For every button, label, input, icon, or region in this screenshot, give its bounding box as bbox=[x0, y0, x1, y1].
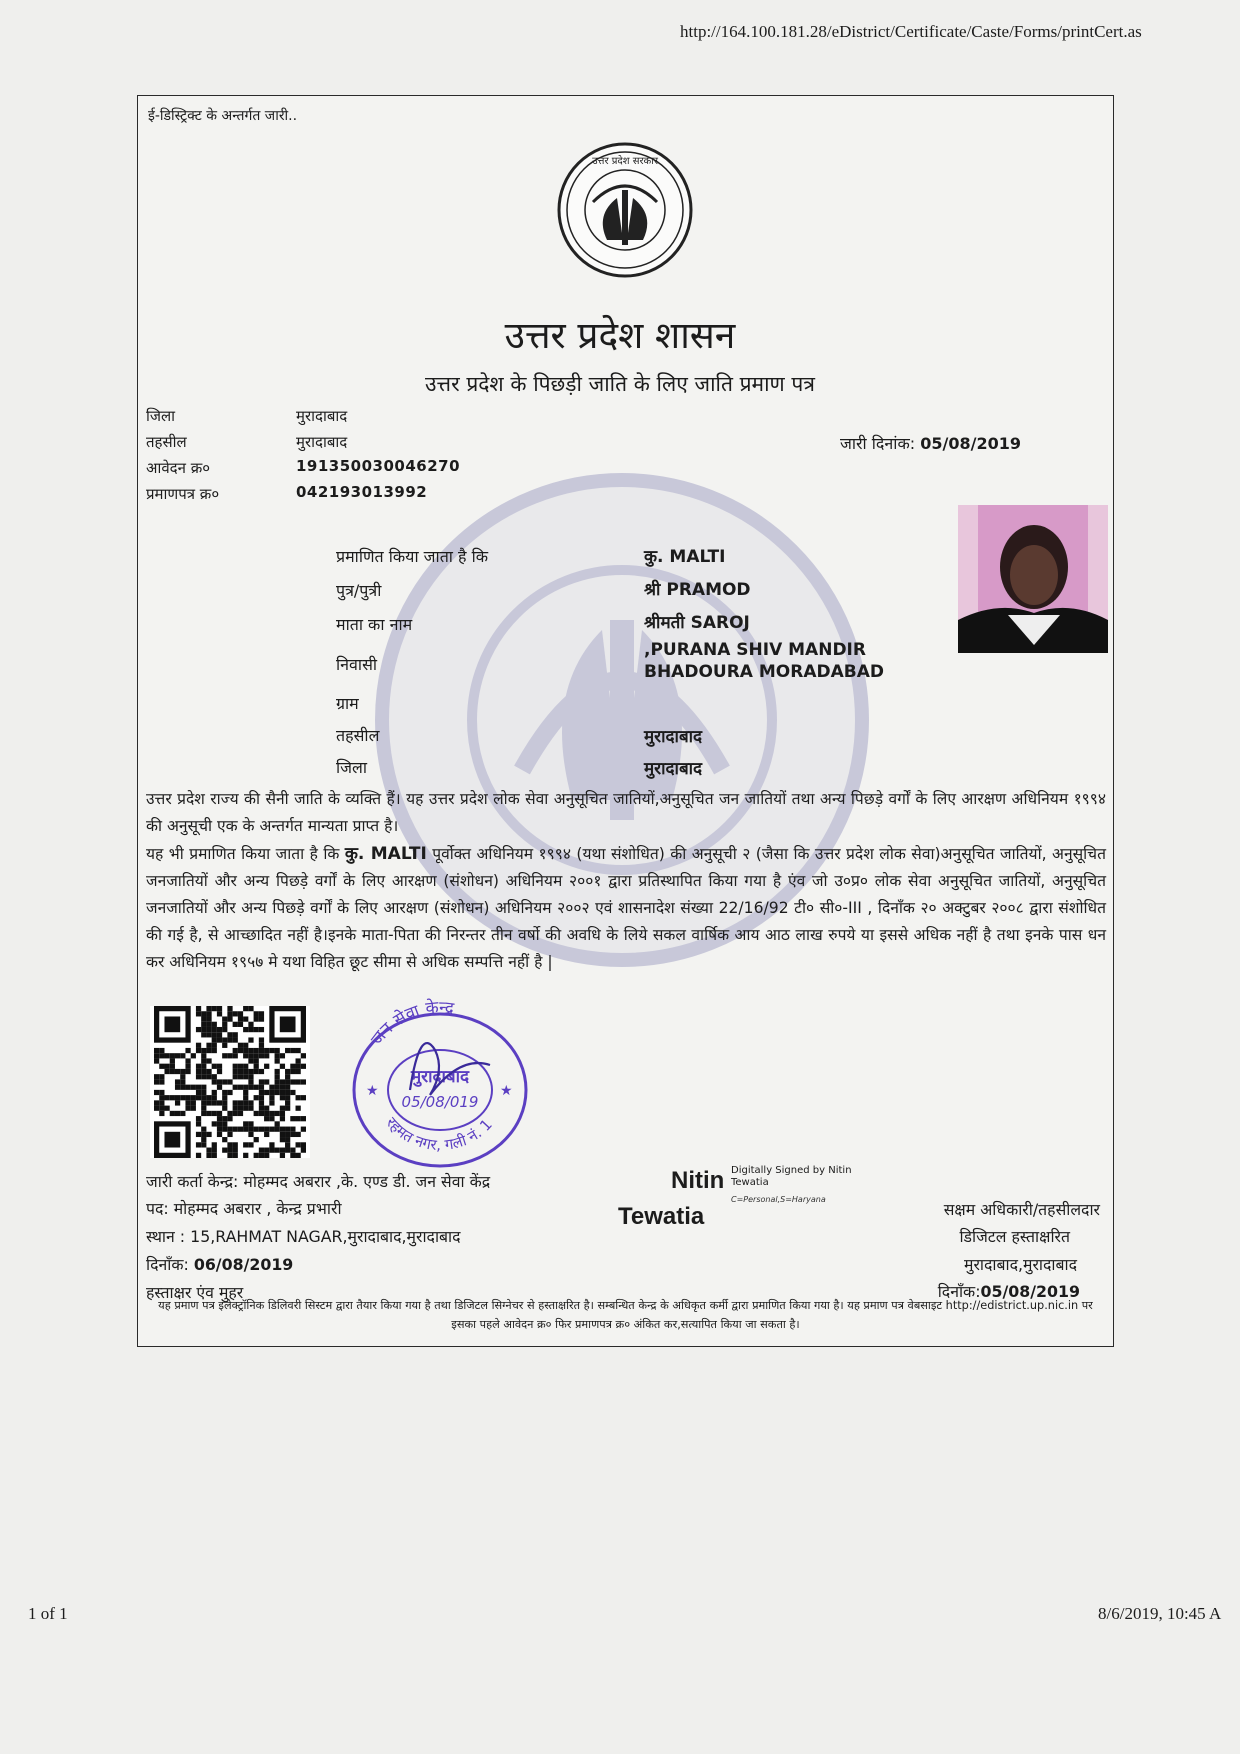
issuer-center: जारी कर्ता केन्द्र: मोहम्मद अबरार ,के. एण्ड डी. जन सेवा केंद्र bbox=[146, 1172, 491, 1191]
district-label: जिला bbox=[146, 407, 176, 425]
tehsil-value: मुरादाबाद bbox=[296, 433, 348, 451]
person-tehsil-label: तहसील bbox=[336, 726, 380, 745]
signature-last-name: Tewatia bbox=[618, 1203, 705, 1230]
issuer-place: स्थान : 15,RAHMAT NAGAR,मुरादाबाद,मुरादाबाद bbox=[146, 1227, 461, 1246]
jan-seva-kendra-stamp bbox=[340, 995, 540, 1170]
certificate-no-label: प्रमाणपत्र क्र० bbox=[146, 485, 220, 503]
applicant-photo-image bbox=[958, 505, 1108, 653]
issued-under-text: ई-डिस्ट्रिक्ट के अन्तर्गत जारी.. bbox=[148, 108, 298, 124]
stamp-center-text: मुरादाबाद bbox=[410, 1067, 470, 1087]
mother-name: श्रीमती SAROJ bbox=[644, 613, 750, 633]
stamp-date-text: 05/08/019 bbox=[401, 1093, 479, 1111]
para2-intro: यह भी प्रमाणित किया जाता है कि bbox=[146, 845, 340, 863]
application-no-label: आवेदन क्र० bbox=[146, 459, 211, 477]
svg-text:रहमत नगर, गली नं. 1 bbox=[382, 1114, 496, 1154]
issuer-date-label: दिनाँक: bbox=[146, 1255, 189, 1274]
officer-digital-sign: डिजिटल हस्ताक्षरित bbox=[959, 1227, 1070, 1246]
issuer-designation: पद: मोहम्मद अबरार , केन्द्र प्रभारी bbox=[146, 1199, 342, 1218]
government-title: उत्तर प्रदेश शासन bbox=[504, 314, 736, 357]
issue-date bbox=[840, 432, 1021, 454]
print-datetime: 8/6/2019, 10:45 A bbox=[1098, 1604, 1222, 1623]
officer-date-label: दिनाँक: bbox=[937, 1282, 981, 1301]
applicant-photo bbox=[958, 505, 1108, 653]
verification-footer-note: यह प्रमाण पत्र इलेक्ट्रॉनिक डिलिवरी सिस्टम द्वारा तैयार किया गया है तथा डिजिटल सिग्नेचर से हस्ताक्षरित है। सम्बन्धित केन्द्र के अधिकृत कर्मी द्वारा प्रमाणित किया गया है। यह प्रमाण पत्र वेबसाइट http://edistrict.up.nic.in पर इसका पहले आवेदन क्र० फिर प्रमाणपत्र क्र० अंकित कर,सत्यापित किया जा सकता है। bbox=[158, 1299, 1093, 1331]
officer-date-value: 05/08/2019 bbox=[980, 1282, 1080, 1301]
stamp-top-text: जन सेवा केन्द्र bbox=[367, 997, 456, 1050]
svg-text:जन सेवा केन्द्र bbox=[367, 997, 456, 1050]
stamp-bottom-text: रहमत नगर, गली नं. 1 bbox=[382, 1113, 496, 1155]
certify-label: प्रमाणित किया जाता है कि bbox=[336, 547, 489, 566]
issuer-date bbox=[146, 1253, 293, 1275]
signature-meta: C=Personal,S=Haryana bbox=[731, 1195, 826, 1204]
qr-code bbox=[150, 1006, 310, 1158]
issue-date-label: जारी दिनांक: bbox=[840, 434, 916, 453]
issuer-date-value: 06/08/2019 bbox=[193, 1255, 294, 1274]
issue-date-value: 05/08/2019 bbox=[920, 434, 1021, 453]
certificate-subtitle: उत्तर प्रदेश के पिछड़ी जाति के लिए जाति प्रमाण पत्र bbox=[425, 372, 815, 396]
digitally-signed-line1: Digitally Signed by Nitin bbox=[731, 1165, 852, 1176]
officer-title: सक्षम अधिकारी/तहसीलदार bbox=[943, 1200, 1100, 1219]
para2-rest: पूर्वोक्त अधिनियम १९९४ (यथा संशोधित) की अनुसूची २ (जैसा कि उत्तर प्रदेश लोक सेवा)अनुसूचित जातियों, अनुसूचित जनजातियों और अन्य पिछड़े वर्गों के लिए आरक्षण (संशोधन) अधिनियम २००१ द्वारा प्रतिस्थापित किया गया है एंव जो उ०प्र० लोक सेवा अनुसूचित जातियों, अनुसूचित जनजातियों और अन्य पिछड़े वर्गों के लिए आरक्षण (संशोधन) अधिनियम २००२ एवं शासनादेश संख्या 22/16/92 टी० सी०-III , दिनाँक २० अक्टुबर २००८ द्वारा संशोधित की गई है, से आच्छादित नहीं है।इनके माता-पिता की निरन्तर तीन वर्षो की अवधि के लिये सकल वार्षिक आय आठ लाख रुपये या इससे अधिक नहीं है तथा इनके पास धन कर अधिनियम १९५७ मे यथा विहित छूट सीमा से अधिक सम्पत्ति नहीं है | bbox=[146, 845, 1106, 971]
print-url: http://164.100.181.28/eDistrict/Certificate/Caste/Forms/printCert.as bbox=[680, 22, 1142, 41]
certificate-paragraph-2 bbox=[146, 841, 1106, 976]
emblem-text: उत्तर प्रदेश सरकार bbox=[592, 156, 658, 167]
resident-label: निवासी bbox=[336, 655, 378, 674]
person-district: मुरादाबाद bbox=[644, 759, 703, 779]
person-name: कु. MALTI bbox=[644, 547, 726, 567]
address-line2: BHADOURA MORADABAD bbox=[644, 662, 884, 682]
father-name: श्री PRAMOD bbox=[644, 580, 751, 600]
tehsil-label: तहसील bbox=[146, 433, 187, 451]
certificate-no: 042193013992 bbox=[296, 483, 428, 501]
certificate-paragraph-1: उत्तर प्रदेश राज्य की सैनी जाति के व्यक्ति हैं। यह उत्तर प्रदेश लोक सेवा अनुसूचित जातियों,अनुसूचित जन जातियों तथा अन्य पिछड़े वर्गों के लिए आरक्षण अधिनियम १९९४ की अनुसूची एक के अन्तर्गत मान्यता प्राप्त है। bbox=[146, 790, 1106, 835]
digitally-signed-note bbox=[731, 1165, 852, 1189]
signature-first-name: Nitin bbox=[671, 1167, 725, 1194]
person-tehsil: मुरादाबाद bbox=[644, 727, 703, 747]
relation-label: पुत्र/पुत्री bbox=[336, 581, 382, 600]
print-page-count: 1 of 1 bbox=[28, 1604, 68, 1623]
village-label: ग्राम bbox=[336, 694, 359, 713]
mother-label: माता का नाम bbox=[336, 615, 413, 634]
svg-text:★: ★ bbox=[500, 1083, 513, 1099]
officer-place: मुरादाबाद,मुरादाबाद bbox=[964, 1255, 1077, 1274]
application-no: 191350030046270 bbox=[296, 457, 461, 475]
issuer-sign-seal: हस्ताक्षर एंव मुहर bbox=[146, 1283, 244, 1302]
digitally-signed-line2: Tewatia bbox=[731, 1177, 769, 1188]
district-value: मुरादाबाद bbox=[296, 407, 348, 425]
address-line1: ,PURANA SHIV MANDIR bbox=[644, 640, 866, 660]
up-government-emblem-icon bbox=[555, 140, 695, 280]
svg-text:★: ★ bbox=[366, 1083, 379, 1099]
person-district-label: जिला bbox=[336, 758, 368, 777]
para2-name: कु. MALTI bbox=[344, 844, 427, 864]
